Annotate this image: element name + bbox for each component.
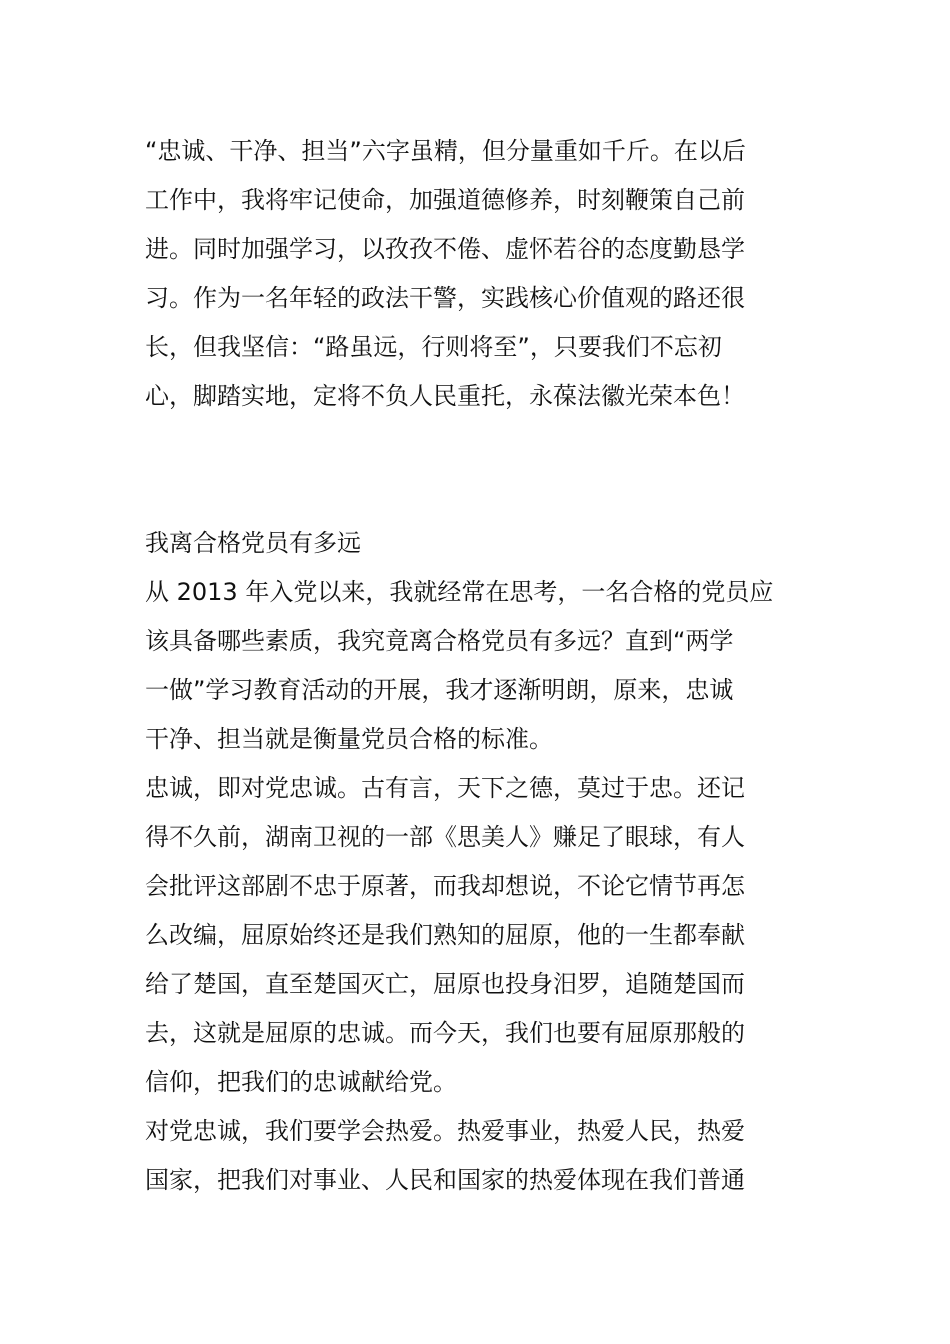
paragraph-intro: [145, 568, 815, 764]
text-line: “忠诚、干净、担当”六字虽精，但分量重如千斤。在以后: [145, 137, 746, 165]
text-line: 干净、担当就是衡量党员合格的标准。: [145, 725, 553, 753]
text-line: 国家，把我们对事业、人民和国家的热爱体现在我们普通: [145, 1166, 745, 1194]
text-line: 心，脚踏实地，定将不负人民重托，永葆法徽光荣本色！: [145, 382, 745, 410]
paragraph-loyalty: [145, 764, 815, 1107]
text-line: 一做”学习教育活动的开展，我才逐渐明朗，原来，忠诚: [145, 676, 734, 704]
paragraph-love: [145, 1107, 815, 1205]
text-line: 忠诚，即对党忠诚。古有言，天下之德，莫过于忠。还记: [145, 774, 745, 802]
text-line: 去，这就是屈原的忠诚。而今天，我们也要有屈原那般的: [145, 1019, 745, 1047]
text-line: 信仰，把我们的忠诚献给党。: [145, 1068, 457, 1096]
text-line: 给了楚国，直至楚国灭亡，屈原也投身汨罗，追随楚国而: [145, 970, 745, 998]
text-line: 进。同时加强学习，以孜孜不倦、虚怀若谷的态度勤恳学: [145, 235, 745, 263]
text-line: 该具备哪些素质，我究竟离合格党员有多远？直到“两学: [145, 627, 734, 655]
text-line: 从 2013 年入党以来，我就经常在思考，一名合格的党员应: [145, 578, 774, 606]
text-line: 长，但我坚信：“路虽远，行则将至”，只要我们不忘初: [145, 333, 722, 361]
text-line: 习。作为一名年轻的政法干警，实践核心价值观的路还很: [145, 284, 745, 312]
text-line: 对党忠诚，我们要学会热爱。热爱事业，热爱人民，热爱: [145, 1117, 745, 1145]
section-gap: [145, 421, 815, 519]
text-line: 会批评这部剧不忠于原著，而我却想说，不论它情节再怎: [145, 872, 745, 900]
text-line: 工作中，我将牢记使命，加强道德修养，时刻鞭策自己前: [145, 186, 745, 214]
text-line: 么改编，屈原始终还是我们熟知的屈原，他的一生都奉献: [145, 921, 745, 949]
document-body: [145, 127, 815, 1205]
paragraph-commitment: [145, 127, 815, 421]
text-line: 得不久前，湖南卫视的一部《思美人》赚足了眼球，有人: [145, 823, 745, 851]
section-title: 我离合格党员有多远: [145, 529, 361, 557]
